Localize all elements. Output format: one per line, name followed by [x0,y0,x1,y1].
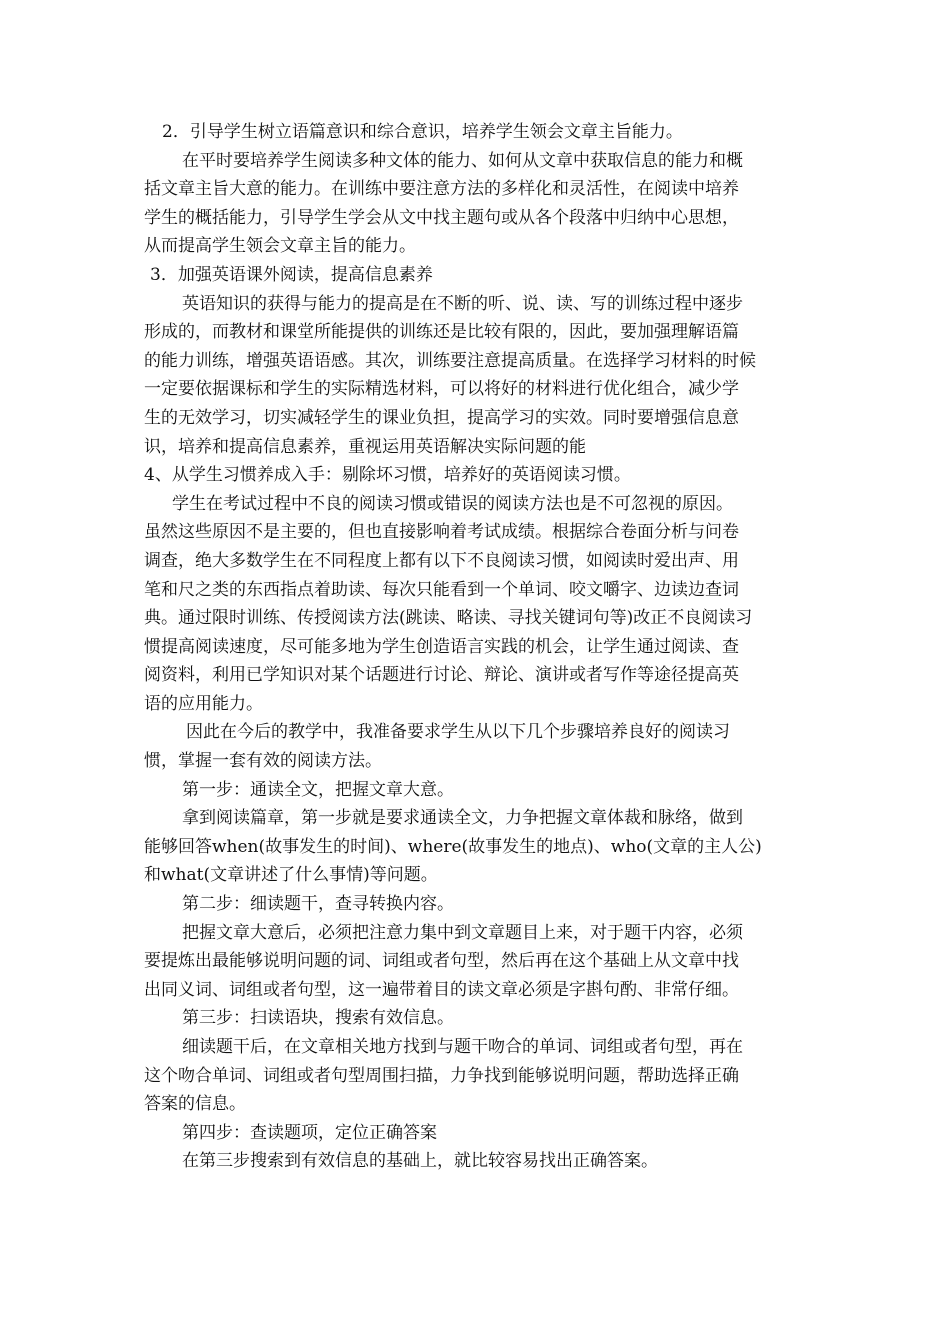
section-heading-3: 3．加强英语课外阅读，提高信息素养 [150,264,433,285]
paragraph-line: 从而提高学生领会文章主旨的能力。 [144,236,416,257]
paragraph-line: 出同义词、词组或者句型，这一遍带着目的读文章必须是字斟句酌、非常仔细。 [144,979,739,1000]
paragraph-line: 典。通过限时训练、传授阅读方法(跳读、略读、寻找关键词句等)改正不良阅读习 [144,608,753,629]
document-body [144,118,812,1176]
paragraph-line: 学生在考试过程中不良的阅读习惯或错误的阅读方法也是不可忽视的原因。 [172,493,733,514]
section-heading-4: 4、从学生习惯养成入手：剔除坏习惯，培养好的英语阅读习惯。 [144,465,631,486]
paragraph-line: 答案的信息。 [144,1094,246,1115]
section-heading-2: 2．引导学生树立语篇意识和综合意识，培养学生领会文章主旨能力。 [162,122,683,142]
paragraph-line: 一定要依据课标和学生的实际精选材料，可以将好的材料进行优化组合，减少学 [144,379,739,400]
paragraph-line: 要提炼出最能够说明问题的词、词组或者句型，然后再在这个基础上从文章中找 [144,951,739,972]
step-heading-4: 第四步：查读题项，定位正确答案 [182,1122,437,1143]
step-heading-2: 第二步：细读题干，查寻转换内容。 [182,894,454,915]
paragraph-line: 阅资料，利用已学知识对某个话题进行讨论、辩论、演讲或者写作等途径提高英 [144,665,739,686]
paragraph-line: 这个吻合单词、词组或者句型周围扫描，力争找到能够说明问题，帮助选择正确 [144,1065,739,1086]
paragraph-line: 因此在今后的教学中，我准备要求学生从以下几个步骤培养良好的阅读习 [186,722,730,743]
paragraph-line: 惯，掌握一套有效的阅读方法。 [144,751,382,772]
paragraph-line: 虽然这些原因不是主要的，但也直接影响着考试成绩。根据综合卷面分析与问卷 [144,522,739,543]
paragraph-line: 学生的概括能力，引导学生学会从文中找主题句或从各个段落中归纳中心思想， [144,207,739,228]
paragraph-line: 生的无效学习，切实减轻学生的课业负担，提高学习的实效。同时要增强信息意 [144,407,739,428]
paragraph-line: 调查，绝大多数学生在不同程度上都有以下不良阅读习惯，如阅读时爱出声、用 [144,550,739,571]
paragraph-line: 把握文章大意后，必须把注意力集中到文章题目上来，对于题干内容，必须 [182,922,743,943]
paragraph-line: 能够回答when(故事发生的时间)、where(故事发生的地点)、who(文章的主人公) [144,836,762,857]
paragraph-line: 和what(文章讲述了什么事情)等问题。 [144,865,438,886]
paragraph-line: 在第三步搜索到有效信息的基础上，就比较容易找出正确答案。 [182,1151,658,1172]
paragraph-line: 括文章主旨大意的能力。在训练中要注意方法的多样化和灵活性，在阅读中培养 [144,179,739,200]
paragraph-line: 拿到阅读篇章，第一步就是要求通读全文，力争把握文章体裁和脉络，做到 [182,808,743,829]
paragraph-line: 英语知识的获得与能力的提高是在不断的听、说、读、写的训练过程中逐步 [182,293,743,314]
paragraph-line: 的能力训练，增强英语语感。其次，训练要注意提高质量。在选择学习材料的时候 [144,350,756,371]
paragraph-line: 细读题干后，在文章相关地方找到与题干吻合的单词、词组或者句型，再在 [182,1037,743,1057]
paragraph-line: 惯提高阅读速度，尽可能多地为学生创造语言实践的机会，让学生通过阅读、查 [144,636,739,657]
paragraph-line: 形成的，而教材和课堂所能提供的训练还是比较有限的，因此，要加强理解语篇 [144,322,739,343]
step-heading-3: 第三步：扫读语块，搜索有效信息。 [182,1008,454,1029]
paragraph-line: 识，培养和提高信息素养，重视运用英语解决实际问题的能 [144,436,586,457]
paragraph-line: 在平时要培养学生阅读多种文体的能力、如何从文章中获取信息的能力和概 [182,150,743,171]
paragraph-line: 笔和尺之类的东西指点着助读、每次只能看到一个单词、咬文嚼字、边读边查词 [144,579,739,600]
step-heading-1: 第一步：通读全文，把握文章大意。 [182,779,454,800]
paragraph-line: 语的应用能力。 [144,693,263,714]
